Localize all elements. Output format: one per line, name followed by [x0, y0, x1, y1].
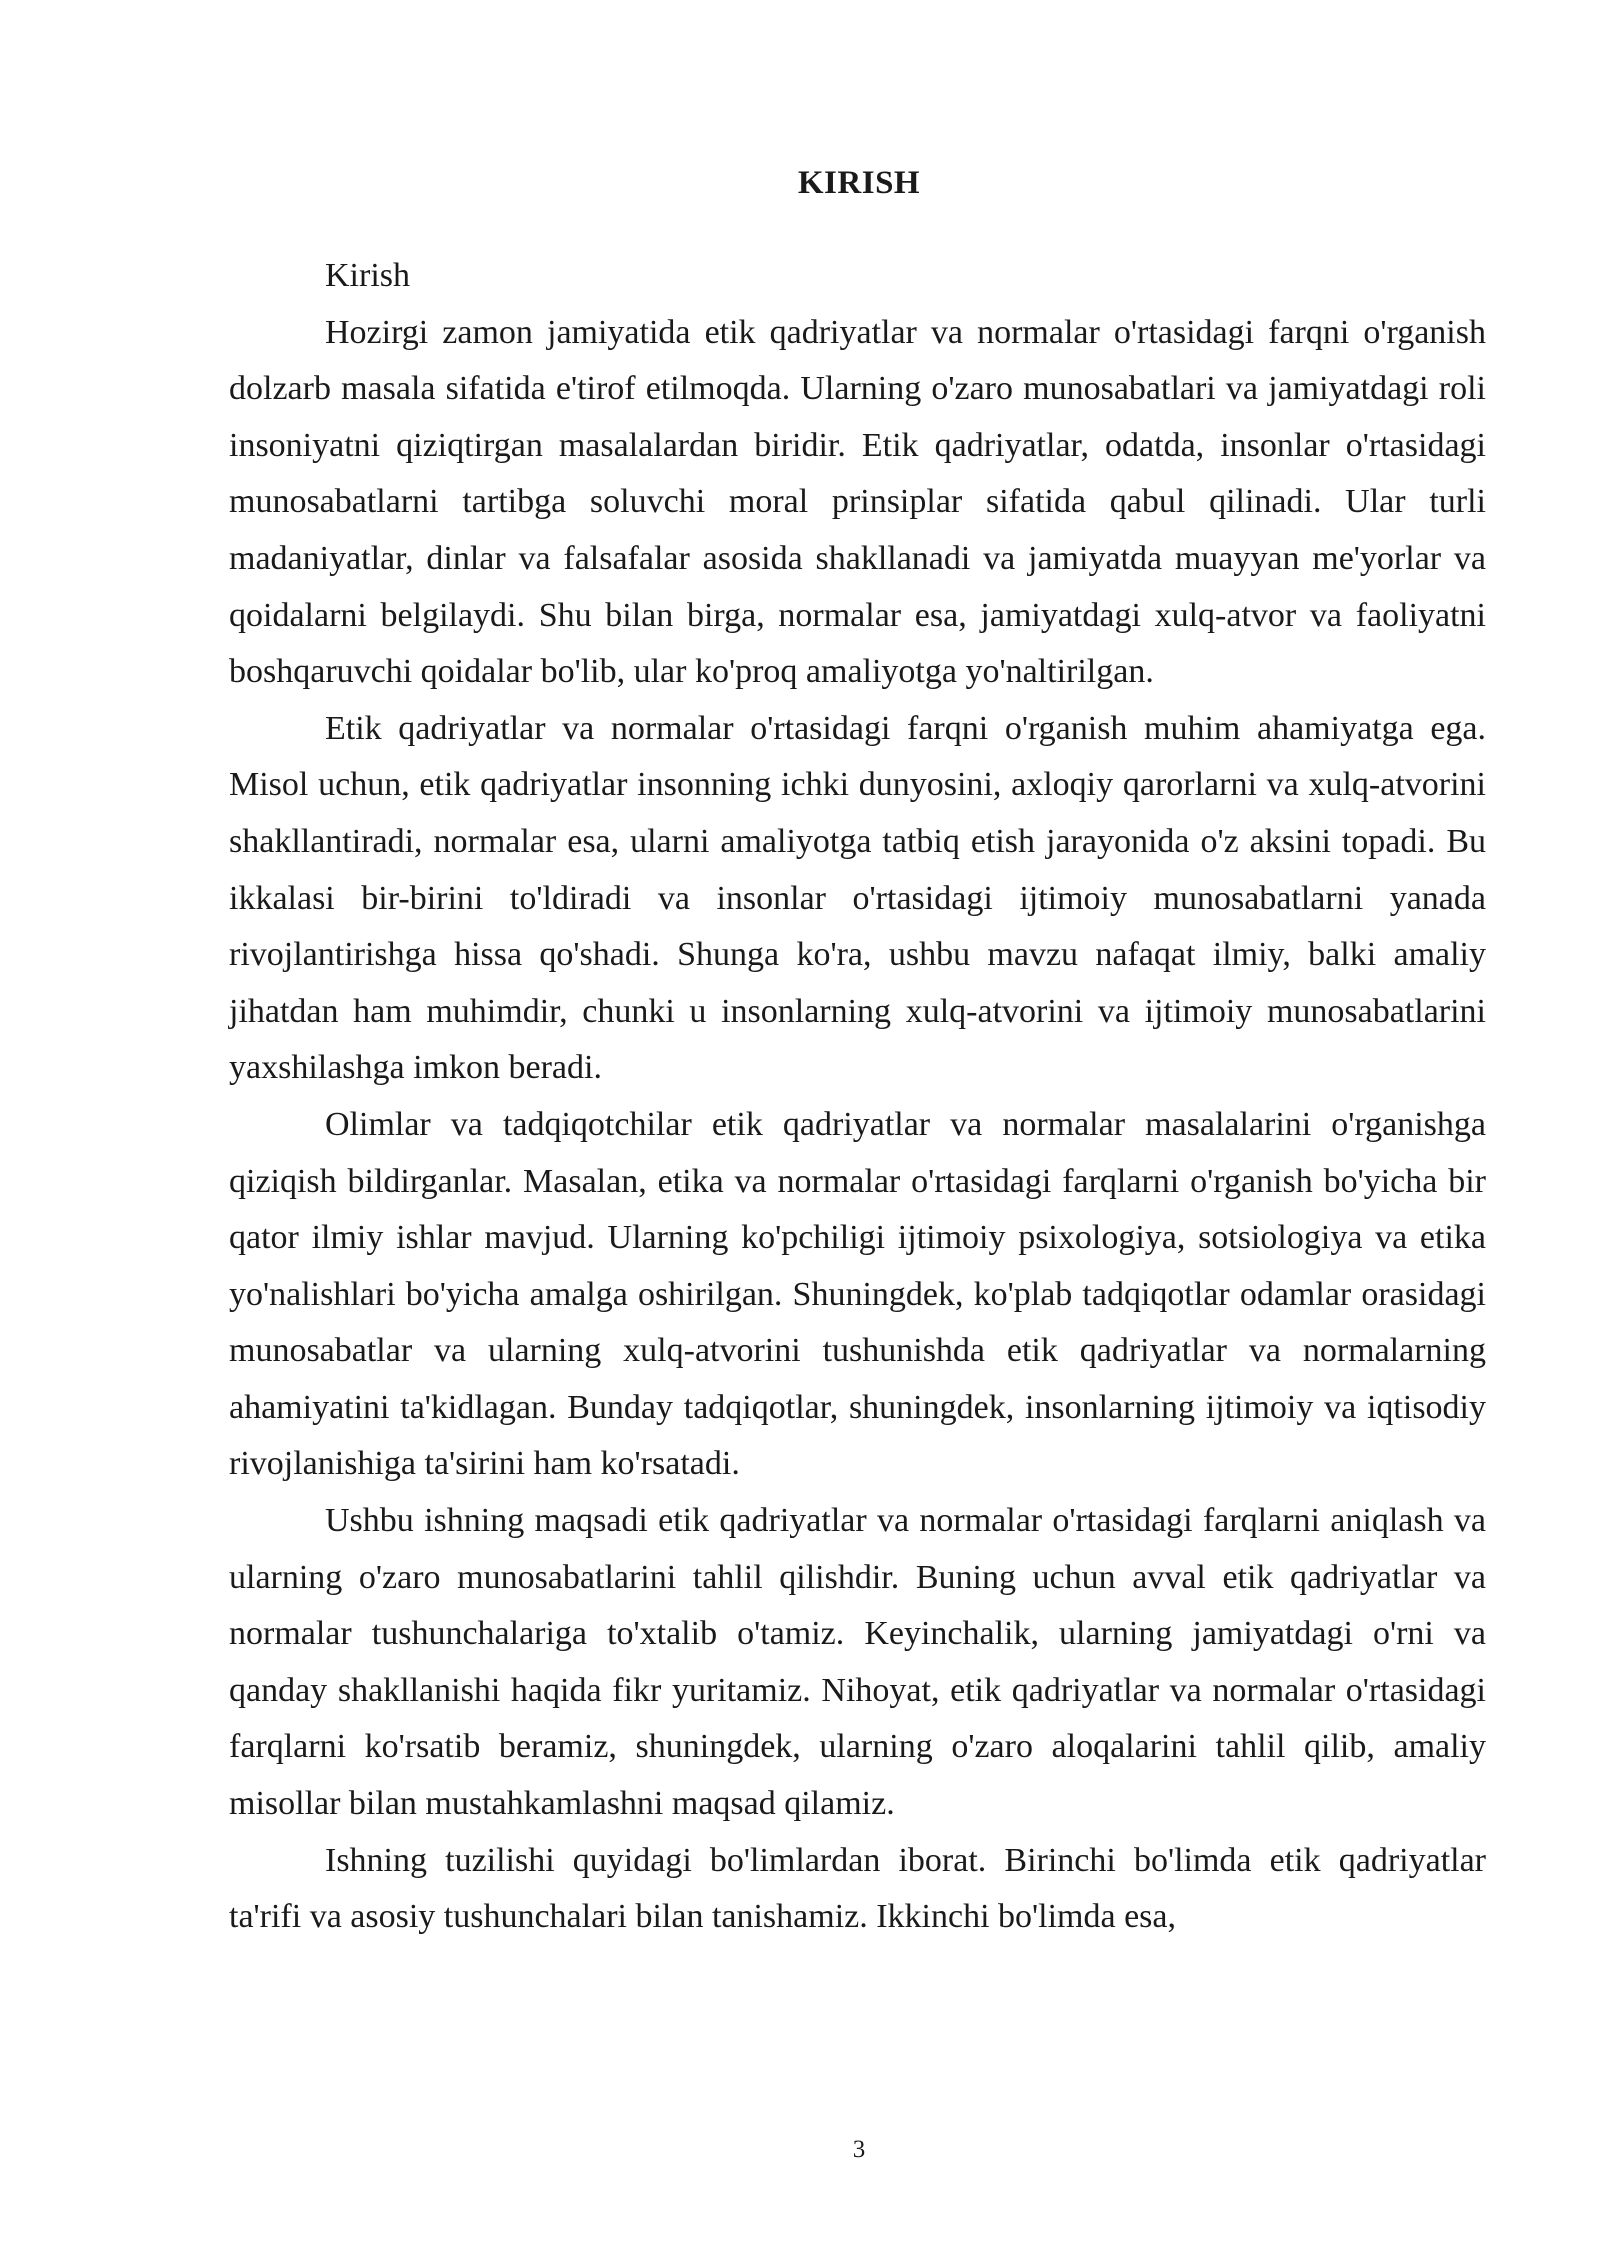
paragraph: Hozirgi zamon jamiyatida etik qadriyatlar va normalar o'rtasidagi farqni o'rganish dolzarb masala sifatida e'tirof etilmoqda. Ularning o'zaro munosabatlari va jamiyatdagi roli insoniyatni qiziqtirgan masalalardan biridir. Etik qadriyatlar, odatda, insonlar o'rtasidagi munosabatlarni tartibga soluvchi moral prinsiplar sifatida qabul qilinadi. Ular turli madaniyatlar, dinlar va falsafalar asosida shakllanadi va jamiyatda muayyan me'yorlar va qoidalarni belgilaydi. Shu bilan birga, normalar esa, jamiyatdagi xulq-atvor va faoliyatni boshqaruvchi qoidalar bo'lib, ular ko'proq amaliyotga yo'naltirilgan. [229, 313, 1486, 691]
body-text [229, 248, 1486, 1946]
paragraph: Etik qadriyatlar va normalar o'rtasidagi farqni o'rganish muhim ahamiyatga ega. Misol uchun, etik qadriyatlar insonning ichki dunyosini, axloqiy qarorlarni va xulq-atvorini shakllantiradi, normalar esa, ularni amaliyotga tatbiq etish jarayonida o'z aksini topadi. Bu ikkalasi bir-birini to'ldiradi va insonlar o'rtasidagi ijtimoiy munosabatlarni yanada rivojlantirishga hissa qo'shadi. Shunga ko'ra, ushbu mavzu nafaqat ilmiy, balki amaliy jihatdan ham muhimdir, chunki u insonlarning xulq-atvorini va ijtimoiy munosabatlarini yaxshilashga imkon beradi. [229, 709, 1486, 1087]
paragraph: Olimlar va tadqiqotchilar etik qadriyatlar va normalar masalalarini o'rganishga qiziqish bildirganlar. Masalan, etika va normalar o'rtasidagi farqlarni o'rganish bo'yicha bir qator ilmiy ishlar mavjud. Ularning ko'pchiligi ijtimoiy psixologiya, sotsiologiya va etika yo'nalishlari bo'yicha amalga oshirilgan. Shuningdek, ko'plab tadqiqotlar odamlar orasidagi munosabatlar va ularning xulq-atvorini tushunishda etik qadriyatlar va normalarning ahamiyatini ta'kidlagan. Bunday tadqiqotlar, shuningdek, insonlarning ijtimoiy va iqtisodiy rivojlanishiga ta'sirini ham ko'rsatadi. [229, 1105, 1486, 1483]
page-title: KIRISH [797, 165, 921, 201]
paragraph: Ishning tuzilishi quyidagi bo'limlardan iborat. Birinchi bo'limda etik qadriyatlar ta'rifi va asosiy tushunchalari bilan tanishamiz. Ikkinchi bo'limda esa, [229, 1841, 1486, 1936]
paragraph: Kirish [325, 257, 410, 294]
page-number: 3 [852, 2136, 866, 2163]
paragraph: Ushbu ishning maqsadi etik qadriyatlar va normalar o'rtasidagi farqlarni aniqlash va ularning o'zaro munosabatlarini tahlil qilishdir. Buning uchun avval etik qadriyatlar va normalar tushunchalariga to'xtalib o'tamiz. Keyinchalik, ularning jamiyatdagi o'rni va qanday shakllanishi haqida fikr yuritamiz. Nihoyat, etik qadriyatlar va normalar o'rtasidagi farqlarni ko'rsatib beramiz, shuningdek, ularning o'zaro aloqalarini tahlil qilib, amaliy misollar bilan mustahkamlashni maqsad qilamiz. [229, 1502, 1486, 1823]
